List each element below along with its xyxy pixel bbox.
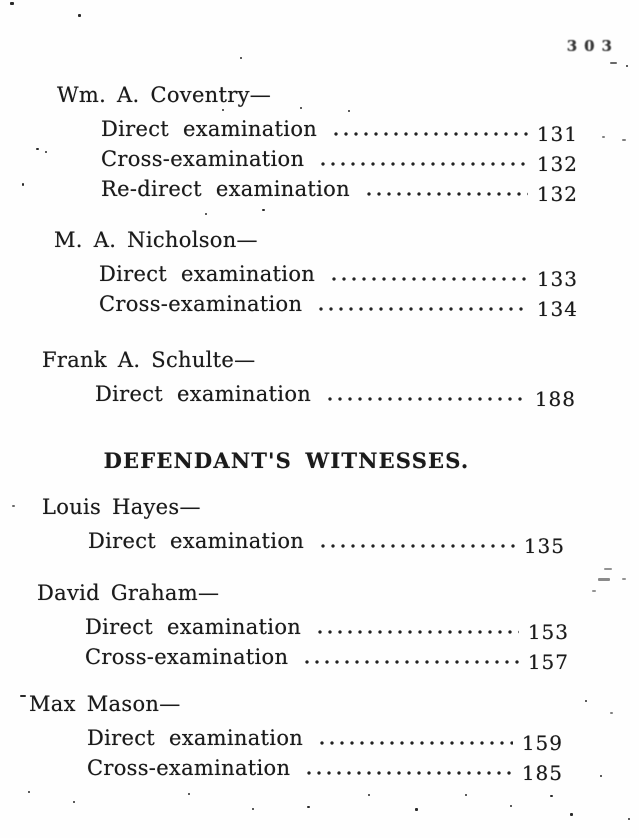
entry-label: Direct examination [101,117,318,141]
dot-leader [301,642,519,672]
scan-speck [550,795,553,797]
entry-label: Direct examination [85,615,302,639]
scan-speck [262,209,265,211]
toc-entry [88,526,639,556]
witness-name: M. A. Nicholson— [54,228,258,252]
entry-page-number: 132 [536,152,578,176]
dot-leader [324,379,526,409]
scan-speck [592,590,596,592]
scan-speck [628,818,630,820]
toc-entry [95,379,639,409]
scan-speck [598,578,610,581]
entry-page-number: 134 [536,297,578,321]
entry-page-number: 135 [523,534,565,558]
witness-name: Louis Hayes— [42,495,201,519]
witness-block [0,581,639,672]
entry-label: Direct examination [88,529,305,553]
witness-name: Max Mason— [29,692,181,716]
scan-speck [602,136,605,138]
entry-page-number: 131 [536,122,578,146]
scan-speck [12,505,15,507]
scan-speck [600,775,602,777]
scan-speck [415,808,418,811]
toc-entry [99,259,639,289]
dot-leader [316,723,513,753]
toc-entry [101,144,639,174]
toc-entry [87,753,639,783]
entry-label: Cross-examination [87,756,291,780]
scan-speck [222,109,224,111]
scan-speck [10,2,14,5]
witness-block [0,495,639,556]
scan-speck [622,578,626,580]
toc-entry [85,612,639,642]
dot-leader [315,289,528,319]
entry-page-number: 185 [521,761,563,785]
witness-name: Frank A. Schulte— [42,348,256,372]
dot-leader [317,144,528,174]
dot-leader [314,612,519,642]
entry-page-number: 159 [521,731,563,755]
dot-leader [303,753,513,783]
witness-name: David Graham— [37,581,220,605]
scan-speck [300,107,302,109]
scan-speck [368,794,370,796]
scan-speck [604,568,612,570]
scan-speck [78,14,81,17]
entry-label: Direct examination [87,726,304,750]
scan-speck [348,110,350,112]
dot-leader [317,526,515,556]
witness-block [0,692,639,783]
dot-leader [330,114,528,144]
scan-speck [205,213,207,215]
entry-label: Direct examination [95,382,312,406]
entry-page-number: 157 [527,650,569,674]
entry-page-number: 132 [536,182,578,206]
page-number: 303 [566,37,619,55]
dot-leader [363,174,528,204]
toc-entry [87,723,639,753]
scan-speck [188,793,190,795]
toc-entry [99,289,639,319]
scan-speck [73,801,75,803]
entry-label: Cross-examination [85,645,289,669]
scan-speck [570,813,573,816]
witness-block [0,228,639,319]
scan-speck [36,148,39,150]
entry-label: Direct examination [99,262,316,286]
entry-label: Cross-examination [99,292,303,316]
scan-speck [610,712,613,714]
scan-speck [28,791,30,793]
scan-speck [465,794,467,796]
witness-block [0,348,639,409]
scan-speck [252,808,254,810]
scan-speck [585,700,587,702]
entry-page-number: 188 [534,387,576,411]
scan-speck [22,183,24,186]
dot-leader [328,259,528,289]
entry-page-number: 153 [527,620,569,644]
toc-entry [101,114,639,144]
scan-speck [240,57,242,59]
witness-name: Wm. A. Coventry— [57,83,272,107]
scan-speck [622,139,626,141]
scan-speck [610,62,617,64]
entry-label: Cross-examination [101,147,305,171]
toc-entry [101,174,639,204]
scan-speck [626,65,628,67]
entry-page-number: 133 [536,267,578,291]
entry-label: Re-direct examination [101,177,350,201]
section-heading: DEFENDANT'S WITNESSES. [103,448,470,473]
witness-block [0,83,639,204]
toc-entry [85,642,639,672]
scan-speck [45,151,47,153]
scan-speck [510,805,512,807]
scan-speck [307,806,310,808]
scan-speck [20,695,26,697]
